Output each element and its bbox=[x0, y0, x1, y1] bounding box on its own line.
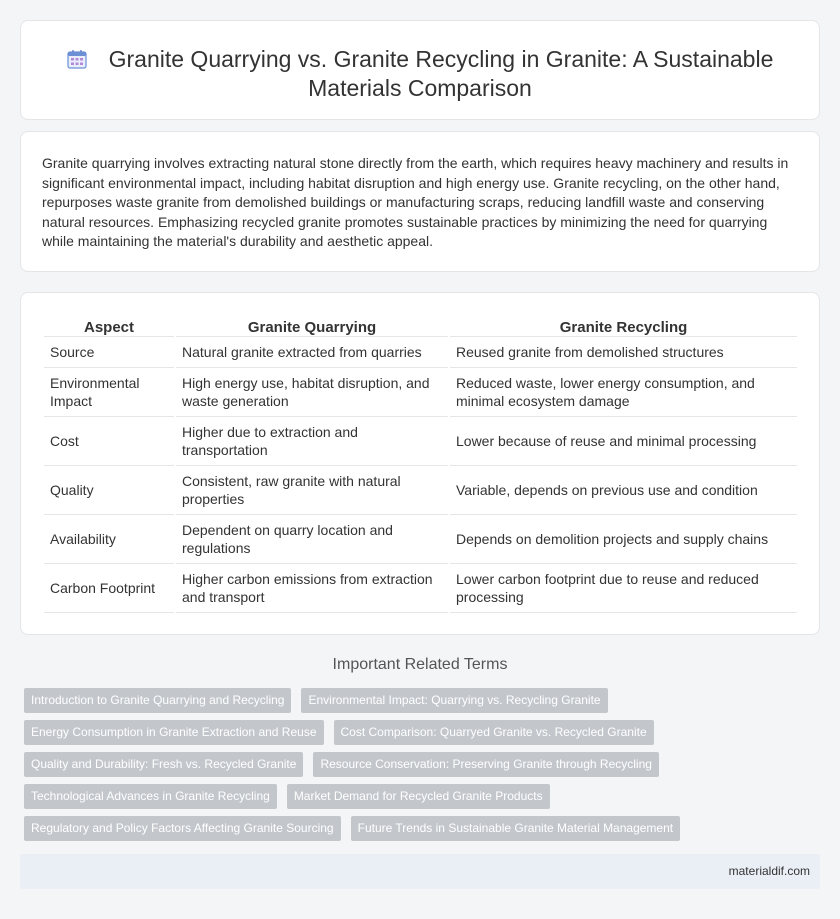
related-term-link[interactable]: Future Trends in Sustainable Granite Material Management bbox=[351, 816, 681, 841]
row-recycling: Reduced waste, lower energy consumption, and minimal ecosystem damage bbox=[450, 368, 797, 417]
related-term-link[interactable]: Quality and Durability: Fresh vs. Recycled Granite bbox=[24, 752, 303, 777]
footer bbox=[20, 854, 820, 889]
table-row bbox=[44, 337, 797, 368]
row-quarrying: Higher carbon emissions from extraction and transport bbox=[176, 564, 448, 613]
row-aspect: Quality bbox=[44, 466, 174, 515]
intro-card bbox=[20, 131, 820, 272]
table-row bbox=[44, 466, 797, 515]
header-quarrying: Granite Quarrying bbox=[176, 315, 448, 337]
table-row bbox=[44, 417, 797, 466]
comparison-table bbox=[42, 315, 799, 613]
comparison-card bbox=[20, 292, 820, 635]
row-aspect: Cost bbox=[44, 417, 174, 466]
page-title: Granite Quarrying vs. Granite Recycling in Granite: A Sustainable Materials Comparison bbox=[108, 46, 774, 101]
table-row bbox=[44, 564, 797, 613]
calendar-icon bbox=[67, 49, 87, 69]
related-term-link[interactable]: Introduction to Granite Quarrying and Recycling bbox=[24, 688, 291, 713]
related-term-link[interactable]: Energy Consumption in Granite Extraction and Reuse bbox=[24, 720, 324, 745]
row-aspect: Source bbox=[44, 337, 174, 368]
intro-paragraph: Granite quarrying involves extracting natural stone directly from the earth, which requires heavy machinery and results in significant environmental impact, including habitat disruption and high energy use. Granite recycling, on the other hand, repurposes waste granite from demolished buildings or manufacturing scraps, reducing landfill waste and conserving natural resources. Emphasizing recycled granite promotes sustainable practices by minimizing the need for quarrying while maintaining the material's durability and aesthetic appeal. bbox=[42, 155, 789, 250]
header-card bbox=[20, 20, 820, 120]
table-row bbox=[44, 368, 797, 417]
header-aspect: Aspect bbox=[44, 315, 174, 337]
row-quarrying: Consistent, raw granite with natural properties bbox=[176, 466, 448, 515]
row-quarrying: High energy use, habitat disruption, and waste generation bbox=[176, 368, 448, 417]
row-aspect: Environmental Impact bbox=[44, 368, 174, 417]
page-title-wrap bbox=[21, 45, 819, 103]
related-term-link[interactable]: Resource Conservation: Preserving Granite through Recycling bbox=[313, 752, 659, 777]
related-terms-title: Important Related Terms bbox=[332, 656, 508, 673]
related-term-link[interactable]: Market Demand for Recycled Granite Products bbox=[287, 784, 550, 809]
header-recycling: Granite Recycling bbox=[450, 315, 797, 337]
row-quarrying: Higher due to extraction and transportation bbox=[176, 417, 448, 466]
row-recycling: Variable, depends on previous use and condition bbox=[450, 466, 797, 515]
related-term-link[interactable]: Environmental Impact: Quarrying vs. Recycling Granite bbox=[301, 688, 607, 713]
footer-site-link[interactable]: materialdif.com bbox=[728, 864, 810, 878]
row-aspect: Carbon Footprint bbox=[44, 564, 174, 613]
row-aspect: Availability bbox=[44, 515, 174, 564]
related-term-link[interactable]: Regulatory and Policy Factors Affecting Granite Sourcing bbox=[24, 816, 341, 841]
row-recycling: Reused granite from demolished structures bbox=[450, 337, 797, 368]
row-quarrying: Dependent on quarry location and regulations bbox=[176, 515, 448, 564]
table-row bbox=[44, 515, 797, 564]
row-recycling: Depends on demolition projects and supply chains bbox=[450, 515, 797, 564]
related-term-link[interactable]: Technological Advances in Granite Recycling bbox=[24, 784, 277, 809]
table-header-row bbox=[44, 315, 797, 337]
row-quarrying: Natural granite extracted from quarries bbox=[176, 337, 448, 368]
related-terms-list bbox=[24, 688, 824, 848]
row-recycling: Lower because of reuse and minimal processing bbox=[450, 417, 797, 466]
related-term-link[interactable]: Cost Comparison: Quarryed Granite vs. Recycled Granite bbox=[334, 720, 654, 745]
row-recycling: Lower carbon footprint due to reuse and reduced processing bbox=[450, 564, 797, 613]
